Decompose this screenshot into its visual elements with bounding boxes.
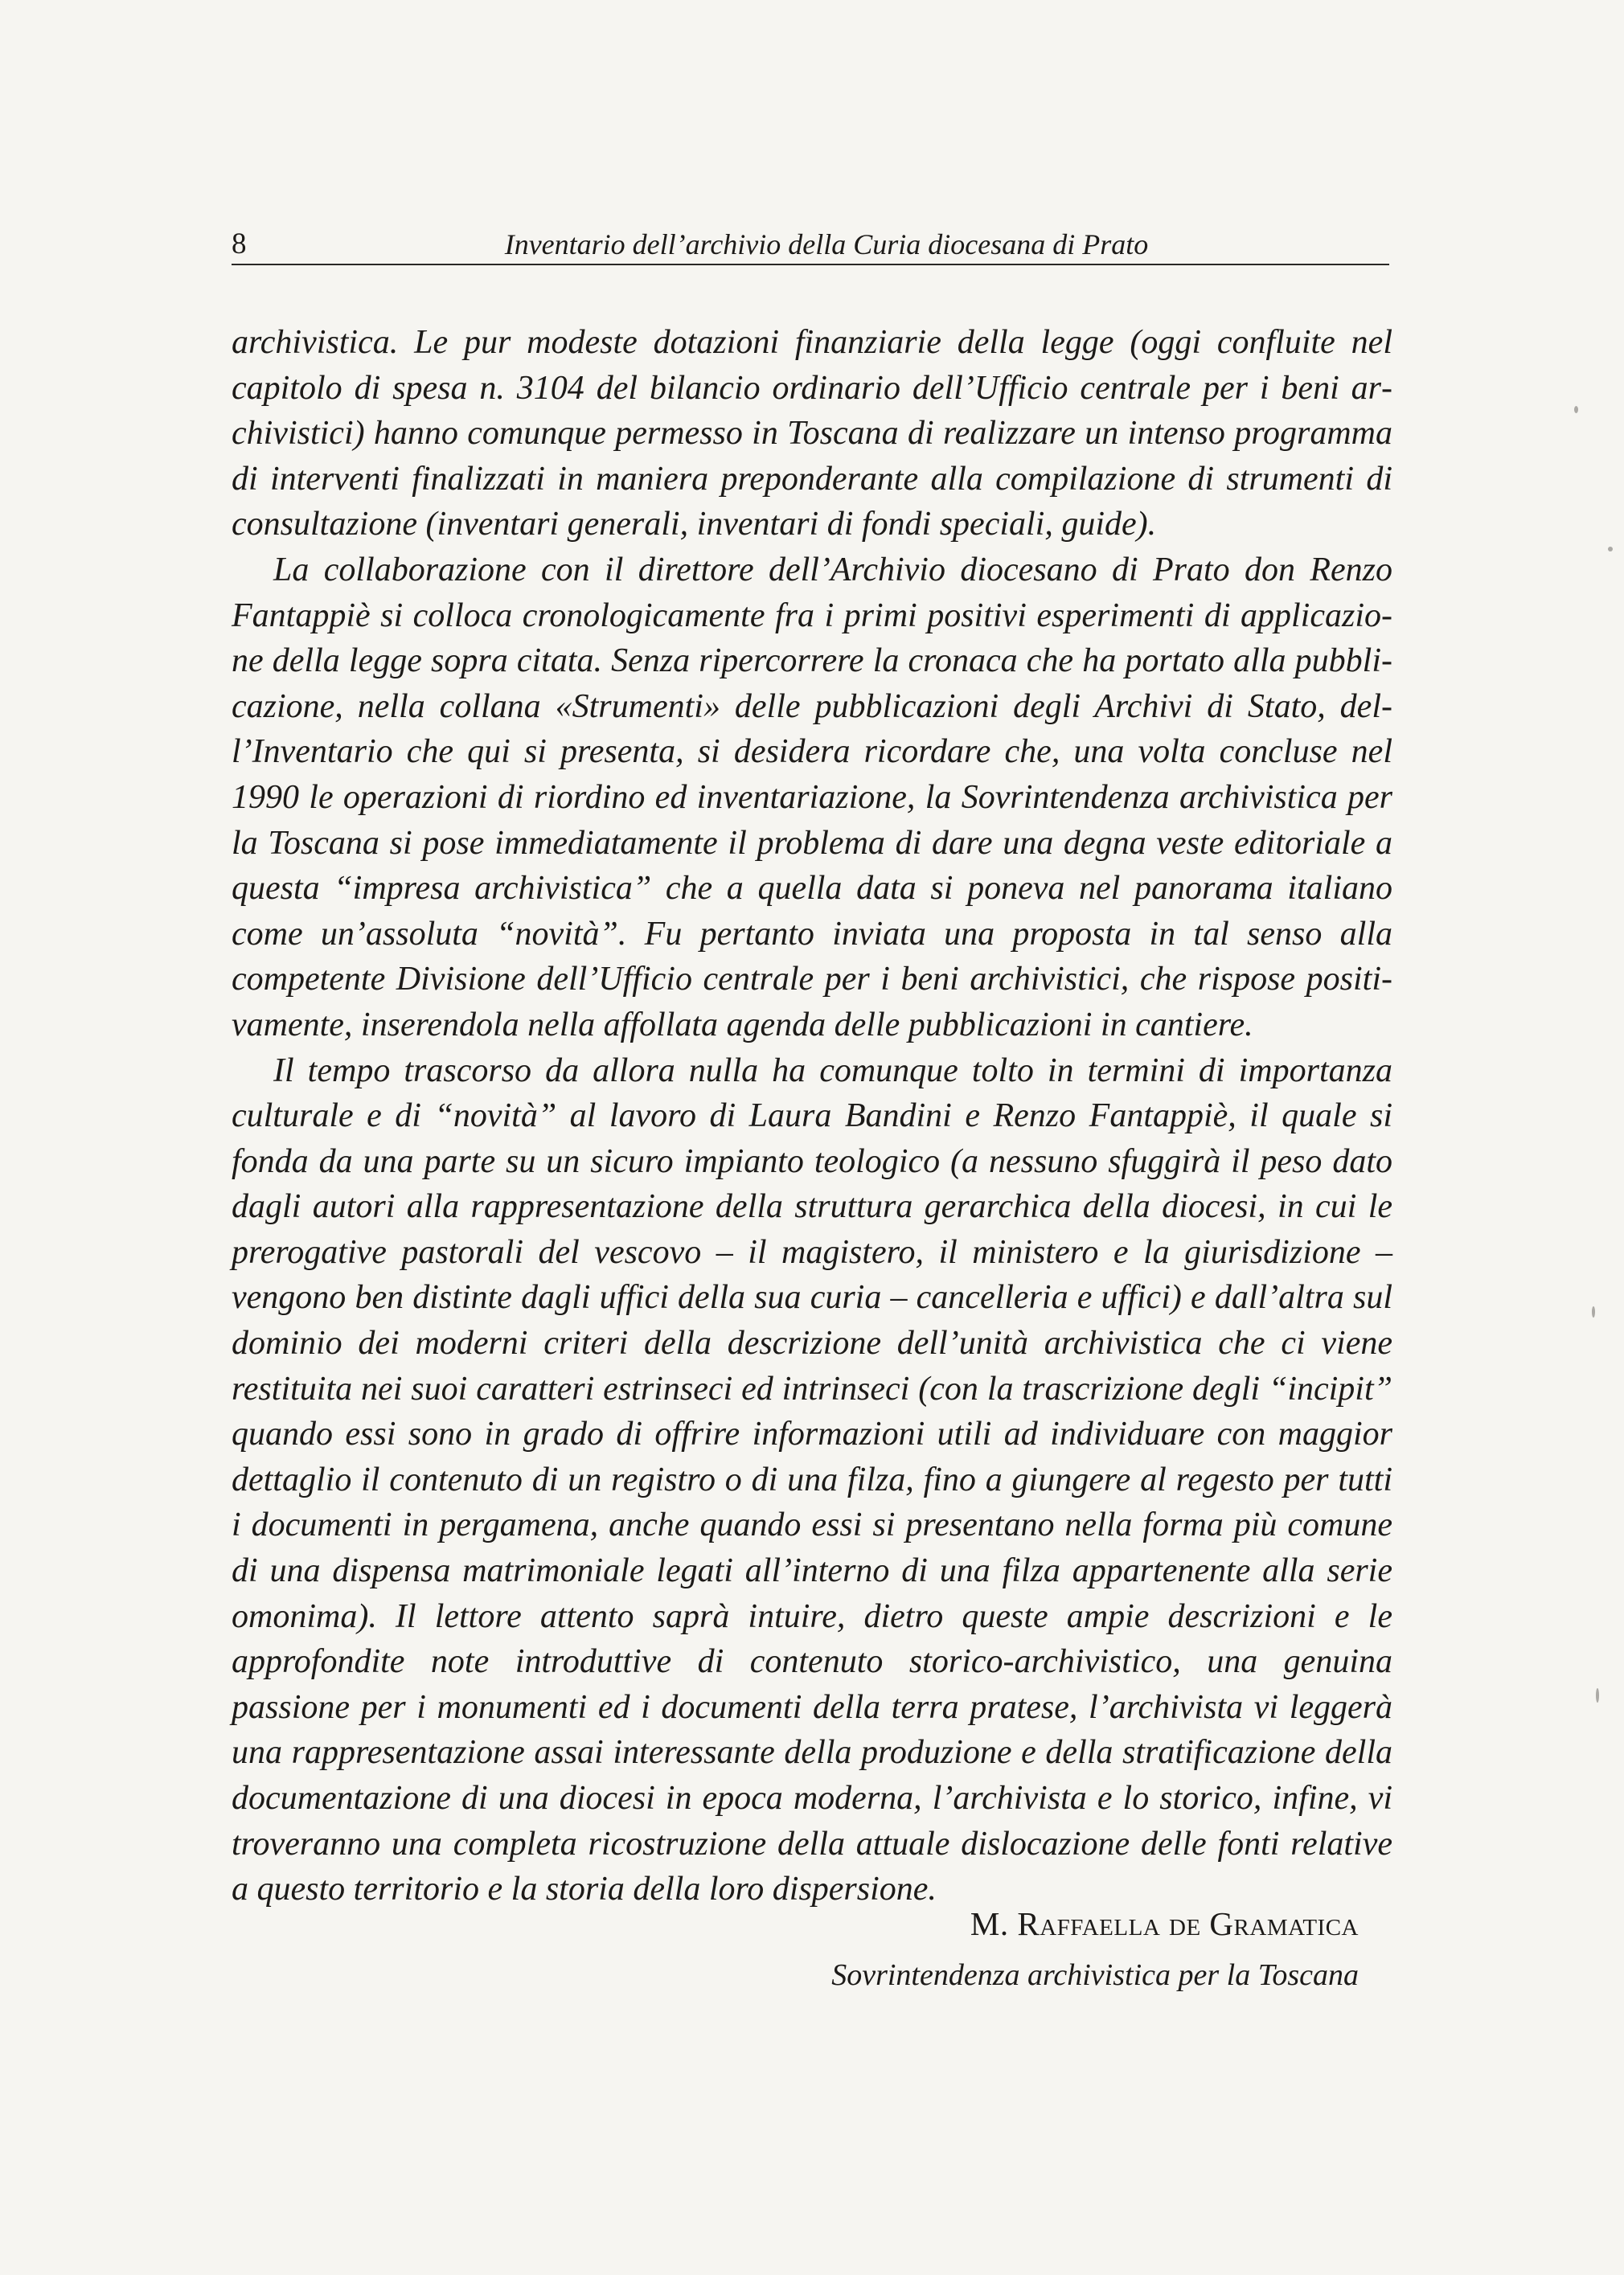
paragraph-1: archivistica. Le pur modeste dotazioni finanziarie della legge (oggi confluite nel capitolo di spesa n. 3104 del bilancio ordinario dell’Ufficio centrale per i beni archivistici) hanno comunque permesso in Toscana di realizzare un intenso programma di interventi finalizzati in maniera preponderante alla compilazione di strumenti di consultazione (inventari generali, inventari di fondi speciali, guide). [232,324,1392,543]
paragraph-3: Il tempo trascorso da allora nulla ha comunque tolto in termini di importanza culturale e di “novità” al lavoro di Laura Bandini e Renzo Fantappiè, il quale si fonda da una parte su un sicuro impianto teologico (a nessuno sfuggirà il peso dato dagli autori alla rappresentazione della struttura gerarchica della diocesi, in cui le prerogative pastorali del vescovo – il magistero, il ministero e la giurisdizione – vengono ben distinte dagli uffici della sua curia – cancelleria e uffici) e dall’altra sul dominio dei moderni criteri della descrizione dell’unità archivistica che ci viene restituita nei suoi caratteri estrinseci ed intrinseci (con la trascrizione degli “incipit” quando essi sono in grado di offrire informazioni utili ad individuare con maggior dettaglio il contenuto di un registro o di una filza, fino a giungere al regesto per tutti i documenti in pergamena, anche quando essi si presentano nella forma più comune di una dispensa matrimoniale legati all’interno di una filza appartenente alla serie omonima). Il lettore attento saprà intuire, dietro queste ampie descrizioni e le approfondite note introduttive di contenuto storico-archivistico, una genuina passione per i monumenti ed i documenti della terra pratese, l’archivista vi leggerà una rappresentazione assai interessante della produzione e della stratificazione della documentazione di una diocesi in epoca moderna, l’archivista e lo storico, infine, vi troveranno una completa ricostruzione della attuale dislocazione delle fonti relative a questo territorio e la storia della loro dispersione. [232,1051,1392,1908]
paragraph-2: La collaborazione con il direttore dell’Archivio diocesano di Prato don Renzo Fantappiè si colloca cronologicamente fra i primi positivi esperimenti di applicazione della legge sopra citata. Senza ripercorrere la cronaca che ha portato alla pubblicazione, nella collana «Strumenti» delle pubblicazioni degli Archivi di Stato, dell’Inventario che qui si presenta, si desidera ricordare che, una volta concluse nel 1990 le operazioni di riordino ed inventariazione, la Sovrintendenza archivistica per la Toscana si pose immediatamente il problema di dare una degna veste editoriale a questa “impresa archivistica” che a quella data si poneva nel panorama italiano come un’assoluta “novità”. Fu pertanto inviata una proposta in tal senso alla competente Divisione dell’Ufficio centrale per i beni archivistici, che rispose positivamente, inserendola nella affollata agenda delle pubblicazioni in cantiere. [232,551,1392,1043]
running-title: Inventario dell’archivio della Curia diocesana di Prato [504,228,1149,260]
signatory-name: M. Raffaella de Gramatica [970,1905,1359,1942]
body-text [232,320,1392,1912]
signatory-role: Sovrintendenza archivistica per la Toscana [831,1958,1359,1992]
scan-speck [1592,1306,1595,1318]
scan-speck [1608,547,1613,551]
scan-speck [1596,1688,1599,1703]
running-header [232,227,1389,265]
scan-speck [1574,406,1578,413]
page-number: 8 [232,228,247,260]
signature-block [724,1901,1359,1998]
